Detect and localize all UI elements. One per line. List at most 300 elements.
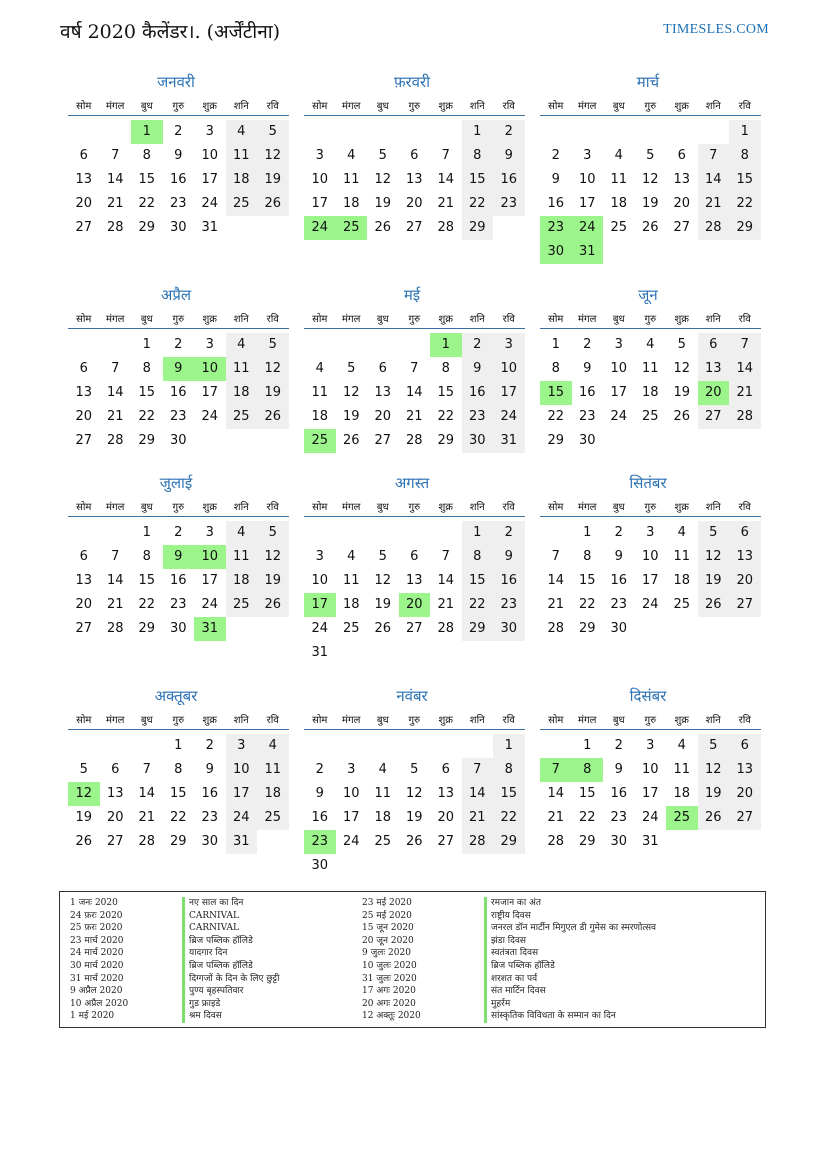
day-cell: 1 xyxy=(462,120,494,144)
day-cell: 2 xyxy=(493,120,525,144)
holiday-date: 31 मार्च 2020 xyxy=(70,973,124,984)
day-cell: 18 xyxy=(374,810,392,825)
day-cell: 27 xyxy=(106,834,124,849)
day-cell: 26 xyxy=(257,192,289,216)
day-cell: 3 xyxy=(614,337,623,352)
holiday-name: संत मार्टिन दिवस xyxy=(484,985,656,998)
holiday-day-cell: 24 xyxy=(304,216,336,240)
day-cell: 28 xyxy=(729,405,761,429)
day-cell: 15 xyxy=(462,168,494,192)
holiday-day-cell: 12 xyxy=(68,782,100,806)
day-cell: 3 xyxy=(315,148,324,163)
day-cell: 19 xyxy=(374,196,392,211)
day-cell: 13 xyxy=(75,573,93,588)
day-cell: 19 xyxy=(257,381,289,405)
day-cell: 7 xyxy=(441,148,450,163)
day-cell: 15 xyxy=(493,782,525,806)
weekday-label: सोम xyxy=(548,101,564,112)
holiday-date: 20 अगः 2020 xyxy=(362,998,416,1009)
day-cell: 16 xyxy=(493,569,525,593)
weekday-label: गुरु xyxy=(408,502,421,513)
weekday-label: बुध xyxy=(612,715,625,726)
holiday-date: 23 मार्च 2020 xyxy=(70,935,124,946)
weekday-label: सोम xyxy=(76,101,92,112)
holiday-name: झंडा दिवस xyxy=(484,935,656,948)
weekday-label: शुक्र xyxy=(438,314,453,325)
weekday-label: शनि xyxy=(705,314,721,325)
day-cell: 19 xyxy=(405,810,423,825)
day-cell: 29 xyxy=(578,834,596,849)
day-cell: 20 xyxy=(729,569,761,593)
day-cell: 21 xyxy=(437,597,455,612)
day-cell: 2 xyxy=(174,525,183,540)
weekday-header xyxy=(304,499,525,517)
day-cell: 19 xyxy=(257,569,289,593)
day-cell: 12 xyxy=(698,758,730,782)
weekday-label: बुध xyxy=(612,502,625,513)
day-cell: 13 xyxy=(698,357,730,381)
day-cell: 25 xyxy=(226,405,258,429)
weekday-label: शुक्र xyxy=(202,314,217,325)
weekday-label: सोम xyxy=(548,314,564,325)
holiday-name: राष्ट्रीय दिवस xyxy=(484,910,656,923)
day-cell: 18 xyxy=(673,786,691,801)
day-cell: 17 xyxy=(493,381,525,405)
holiday-day-cell: 10 xyxy=(194,545,226,569)
day-cell: 10 xyxy=(342,786,360,801)
holiday-name: गुड फ्राइडे xyxy=(182,998,279,1011)
month-name: फ़रवरी xyxy=(393,73,431,91)
day-cell: 14 xyxy=(437,573,455,588)
holiday-day-cell: 17 xyxy=(304,593,336,617)
day-cell: 14 xyxy=(547,573,565,588)
day-cell: 30 xyxy=(169,433,187,448)
day-cell: 27 xyxy=(75,621,93,636)
weekday-label: शुक्र xyxy=(438,715,453,726)
weekday-label: सोम xyxy=(312,715,328,726)
weekday-label: बुध xyxy=(140,715,153,726)
holiday-name: दिग्गजों के दिन के लिए छुट्टी xyxy=(182,973,279,986)
weekday-label: बुध xyxy=(376,101,389,112)
day-cell: 13 xyxy=(374,385,392,400)
day-cell: 19 xyxy=(374,597,392,612)
holiday-date: 24 मार्च 2020 xyxy=(70,948,124,959)
day-cell: 3 xyxy=(347,762,356,777)
day-cell: 17 xyxy=(342,810,360,825)
month-name: अगस्त xyxy=(394,474,430,492)
day-cell: 26 xyxy=(257,593,289,617)
day-cell: 2 xyxy=(614,525,623,540)
holiday-day-cell: 31 xyxy=(572,240,604,264)
day-cell: 28 xyxy=(106,433,124,448)
day-cell: 18 xyxy=(610,196,628,211)
day-cell: 22 xyxy=(138,597,156,612)
day-cell: 1 xyxy=(493,734,525,758)
weekday-header xyxy=(304,98,525,116)
day-cell: 13 xyxy=(405,172,423,187)
day-cell: 25 xyxy=(641,409,659,424)
weekday-label: गुरु xyxy=(408,715,421,726)
day-cell: 11 xyxy=(226,144,258,168)
weekday-label: गुरु xyxy=(172,314,185,325)
day-cell: 1 xyxy=(462,521,494,545)
day-cell: 22 xyxy=(462,593,494,617)
day-cell: 31 xyxy=(493,429,525,453)
day-cell: 28 xyxy=(106,220,124,235)
day-cell: 11 xyxy=(673,762,691,777)
holiday-day-cell: 25 xyxy=(304,429,336,453)
day-cell: 25 xyxy=(226,192,258,216)
day-cell: 21 xyxy=(547,810,565,825)
day-cell: 14 xyxy=(106,573,124,588)
day-cell: 27 xyxy=(698,405,730,429)
day-cell: 10 xyxy=(201,148,219,163)
holiday-name: ब्रिज पब्लिक हॉलिडे xyxy=(484,960,656,973)
day-cell: 4 xyxy=(226,333,258,357)
day-cell: 7 xyxy=(111,148,120,163)
holiday-day-cell: 20 xyxy=(399,593,431,617)
day-cell: 24 xyxy=(201,409,219,424)
weekday-label: मंगल xyxy=(578,502,597,513)
holiday-name: CARNIVAL xyxy=(182,910,279,923)
holiday-day-cell: 25 xyxy=(666,806,698,830)
day-cell: 18 xyxy=(673,573,691,588)
day-cell: 28 xyxy=(106,621,124,636)
day-cell: 7 xyxy=(111,549,120,564)
day-cell: 2 xyxy=(462,333,494,357)
day-cell: 7 xyxy=(410,361,419,376)
day-cell: 23 xyxy=(169,409,187,424)
day-cell: 5 xyxy=(646,148,655,163)
day-cell: 20 xyxy=(437,810,455,825)
day-cell: 14 xyxy=(547,786,565,801)
day-cell: 27 xyxy=(405,621,423,636)
day-cell: 22 xyxy=(437,409,455,424)
day-cell: 28 xyxy=(547,834,565,849)
day-cell: 4 xyxy=(226,521,258,545)
day-cell: 24 xyxy=(226,806,258,830)
day-cell: 20 xyxy=(405,196,423,211)
day-cell: 4 xyxy=(347,549,356,564)
day-cell: 23 xyxy=(610,597,628,612)
weekday-label: गुरु xyxy=(644,715,657,726)
day-cell: 15 xyxy=(437,385,455,400)
holiday-date: 24 फ़रः 2020 xyxy=(70,910,123,921)
day-cell: 22 xyxy=(578,810,596,825)
weekday-label: रवि xyxy=(738,715,751,726)
day-cell: 10 xyxy=(610,361,628,376)
weekday-label: शनि xyxy=(705,502,721,513)
weekday-label: सोम xyxy=(312,101,328,112)
day-cell: 12 xyxy=(698,545,730,569)
day-cell: 7 xyxy=(551,549,560,564)
holiday-name: स्वतंत्रता दिवस xyxy=(484,947,656,960)
holiday-date: 10 जुलः 2020 xyxy=(362,960,417,971)
day-cell: 11 xyxy=(641,361,659,376)
weekday-label: मंगल xyxy=(578,314,597,325)
weekday-label: गुरु xyxy=(644,101,657,112)
day-cell: 31 xyxy=(201,220,219,235)
day-cell: 8 xyxy=(441,361,450,376)
holiday-name: श्रम दिवस xyxy=(182,1010,279,1023)
day-cell: 6 xyxy=(410,148,419,163)
day-cell: 3 xyxy=(493,333,525,357)
day-cell: 15 xyxy=(138,573,156,588)
day-cell: 29 xyxy=(462,216,494,240)
day-cell: 23 xyxy=(169,196,187,211)
day-cell: 8 xyxy=(551,361,560,376)
weekday-label: रवि xyxy=(738,502,751,513)
day-cell: 29 xyxy=(547,433,565,448)
holiday-date: 9 जुलः 2020 xyxy=(362,948,411,959)
weekday-label: शनि xyxy=(705,715,721,726)
day-cell: 6 xyxy=(677,148,686,163)
weekday-label: गुरु xyxy=(172,715,185,726)
day-cell: 30 xyxy=(578,433,596,448)
day-cell: 29 xyxy=(437,433,455,448)
holiday-date: 20 जून 2020 xyxy=(362,935,414,946)
holiday-day-cell: 23 xyxy=(540,216,572,240)
day-cell: 10 xyxy=(578,172,596,187)
day-cell: 21 xyxy=(437,196,455,211)
site-brand-link[interactable]: TIMESLES.COM xyxy=(663,22,769,37)
day-cell: 26 xyxy=(405,834,423,849)
day-cell: 14 xyxy=(462,782,494,806)
day-cell: 16 xyxy=(610,573,628,588)
day-cell: 16 xyxy=(547,196,565,211)
weekday-label: मंगल xyxy=(342,314,361,325)
day-cell: 26 xyxy=(698,806,730,830)
day-cell: 18 xyxy=(257,782,289,806)
weekday-label: शुक्र xyxy=(202,101,217,112)
weekday-header xyxy=(68,98,289,116)
day-cell: 21 xyxy=(106,196,124,211)
day-cell: 26 xyxy=(641,220,659,235)
day-cell: 20 xyxy=(75,409,93,424)
weekday-label: रवि xyxy=(502,101,515,112)
weekday-label: बुध xyxy=(376,502,389,513)
weekday-label: गुरु xyxy=(408,314,421,325)
day-cell: 1 xyxy=(142,337,151,352)
holiday-day-cell: 30 xyxy=(540,240,572,264)
day-cell: 28 xyxy=(698,216,730,240)
month-name: जनवरी xyxy=(157,73,195,91)
holiday-day-cell: 9 xyxy=(163,357,195,381)
month-name: मई xyxy=(403,286,421,304)
weekday-label: शुक्र xyxy=(674,502,689,513)
day-cell: 5 xyxy=(677,337,686,352)
holiday-name-column xyxy=(182,897,279,1023)
day-cell: 10 xyxy=(493,357,525,381)
holiday-day-cell: 24 xyxy=(572,216,604,240)
weekday-label: मंगल xyxy=(342,101,361,112)
holiday-date: 15 जून 2020 xyxy=(362,923,414,934)
day-cell: 27 xyxy=(374,433,392,448)
day-cell: 3 xyxy=(226,734,258,758)
month-name: सितंबर xyxy=(629,474,667,492)
day-cell: 3 xyxy=(205,124,214,139)
day-cell: 29 xyxy=(578,621,596,636)
weekday-header xyxy=(304,712,525,730)
holiday-day-cell: 8 xyxy=(572,758,604,782)
holiday-name: यादगार दिन xyxy=(182,947,279,960)
page-title: वर्ष 2020 कैलेंडर।. (अर्जेंटीना) xyxy=(60,21,281,43)
weekday-label: गुरु xyxy=(172,101,185,112)
month-name: जुलाई xyxy=(159,474,193,492)
day-cell: 27 xyxy=(729,593,761,617)
day-cell: 25 xyxy=(673,597,691,612)
day-cell: 29 xyxy=(138,621,156,636)
day-cell: 25 xyxy=(610,220,628,235)
day-cell: 13 xyxy=(729,758,761,782)
weekday-label: शुक्र xyxy=(674,314,689,325)
weekday-header xyxy=(540,98,761,116)
holiday-name: नए साल का दिन xyxy=(182,897,279,910)
day-cell: 4 xyxy=(315,361,324,376)
day-cell: 17 xyxy=(201,172,219,187)
day-cell: 1 xyxy=(142,525,151,540)
holiday-date: 10 अप्रैल 2020 xyxy=(70,998,129,1009)
day-cell: 1 xyxy=(583,738,592,753)
holiday-day-cell: 9 xyxy=(163,545,195,569)
day-cell: 8 xyxy=(174,762,183,777)
day-cell: 12 xyxy=(374,172,392,187)
day-cell: 15 xyxy=(462,569,494,593)
day-cell: 27 xyxy=(75,433,93,448)
day-cell: 20 xyxy=(673,196,691,211)
day-cell: 13 xyxy=(106,786,124,801)
weekday-label: रवि xyxy=(502,502,515,513)
day-cell: 11 xyxy=(311,385,329,400)
day-cell: 26 xyxy=(342,433,360,448)
day-cell: 8 xyxy=(142,361,151,376)
day-cell: 31 xyxy=(311,645,329,660)
day-cell: 21 xyxy=(106,597,124,612)
holiday-day-cell: 15 xyxy=(540,381,572,405)
day-cell: 21 xyxy=(462,806,494,830)
day-cell: 28 xyxy=(138,834,156,849)
weekday-label: शनि xyxy=(705,101,721,112)
holiday-date: 1 जनः 2020 xyxy=(70,898,118,908)
holiday-date: 30 मार्च 2020 xyxy=(70,960,124,971)
day-cell: 9 xyxy=(614,549,623,564)
day-cell: 2 xyxy=(551,148,560,163)
day-cell: 14 xyxy=(405,385,423,400)
day-cell: 16 xyxy=(311,810,329,825)
day-cell: 12 xyxy=(405,786,423,801)
day-cell: 2 xyxy=(493,521,525,545)
day-cell: 4 xyxy=(677,738,686,753)
day-cell: 4 xyxy=(257,734,289,758)
day-cell: 23 xyxy=(462,405,494,429)
day-cell: 24 xyxy=(610,409,628,424)
day-cell: 8 xyxy=(462,545,494,569)
day-cell: 26 xyxy=(698,593,730,617)
holiday-day-cell: 20 xyxy=(698,381,730,405)
weekday-label: बुध xyxy=(140,314,153,325)
weekday-label: शनि xyxy=(469,314,485,325)
day-cell: 7 xyxy=(462,758,494,782)
holiday-list xyxy=(59,891,766,1028)
holiday-day-cell: 31 xyxy=(194,617,226,641)
day-cell: 5 xyxy=(347,361,356,376)
weekday-label: सोम xyxy=(548,715,564,726)
day-cell: 30 xyxy=(169,621,187,636)
day-cell: 12 xyxy=(673,361,691,376)
day-cell: 9 xyxy=(462,357,494,381)
day-cell: 4 xyxy=(677,525,686,540)
weekday-label: रवि xyxy=(738,101,751,112)
day-cell: 24 xyxy=(311,621,329,636)
day-cell: 19 xyxy=(673,385,691,400)
day-cell: 15 xyxy=(578,573,596,588)
holiday-name: ब्रिज पब्लिक हॉलिडे xyxy=(182,960,279,973)
day-cell: 30 xyxy=(311,858,329,873)
day-cell: 6 xyxy=(729,734,761,758)
month-name: अप्रैल xyxy=(160,286,192,304)
holiday-day-cell: 1 xyxy=(131,120,163,144)
day-cell: 29 xyxy=(138,220,156,235)
weekday-label: सोम xyxy=(312,314,328,325)
day-cell: 20 xyxy=(75,597,93,612)
holiday-day-cell: 10 xyxy=(194,357,226,381)
weekday-label: गुरु xyxy=(644,502,657,513)
weekday-label: रवि xyxy=(266,314,279,325)
day-cell: 27 xyxy=(405,220,423,235)
day-cell: 16 xyxy=(169,573,187,588)
day-cell: 22 xyxy=(547,409,565,424)
day-cell: 9 xyxy=(583,361,592,376)
holiday-name: ब्रिज पब्लिक हॉलिडे xyxy=(182,935,279,948)
holiday-day-cell: 7 xyxy=(540,758,572,782)
weekday-header xyxy=(68,311,289,329)
weekday-header xyxy=(540,311,761,329)
day-cell: 19 xyxy=(342,409,360,424)
day-cell: 19 xyxy=(257,168,289,192)
day-cell: 31 xyxy=(641,834,659,849)
weekday-header xyxy=(68,499,289,517)
weekday-label: सोम xyxy=(76,502,92,513)
month-name: दिसंबर xyxy=(629,687,667,705)
day-cell: 2 xyxy=(583,337,592,352)
day-cell: 8 xyxy=(729,144,761,168)
day-cell: 6 xyxy=(729,521,761,545)
day-cell: 13 xyxy=(673,172,691,187)
day-cell: 4 xyxy=(226,120,258,144)
day-cell: 30 xyxy=(201,834,219,849)
day-cell: 7 xyxy=(698,144,730,168)
day-cell: 5 xyxy=(698,734,730,758)
day-cell: 12 xyxy=(257,144,289,168)
day-cell: 2 xyxy=(174,337,183,352)
day-cell: 2 xyxy=(205,738,214,753)
day-cell: 29 xyxy=(729,216,761,240)
day-cell: 8 xyxy=(142,148,151,163)
day-cell: 5 xyxy=(378,148,387,163)
holiday-date-column xyxy=(362,897,421,1023)
day-cell: 6 xyxy=(79,148,88,163)
weekday-label: शनि xyxy=(233,502,249,513)
day-cell: 26 xyxy=(374,621,392,636)
weekday-label: मंगल xyxy=(578,101,597,112)
day-cell: 13 xyxy=(75,385,93,400)
day-cell: 26 xyxy=(374,220,392,235)
day-cell: 19 xyxy=(641,196,659,211)
day-cell: 13 xyxy=(75,172,93,187)
day-cell: 24 xyxy=(201,597,219,612)
day-cell: 20 xyxy=(729,782,761,806)
weekday-label: बुध xyxy=(612,314,625,325)
